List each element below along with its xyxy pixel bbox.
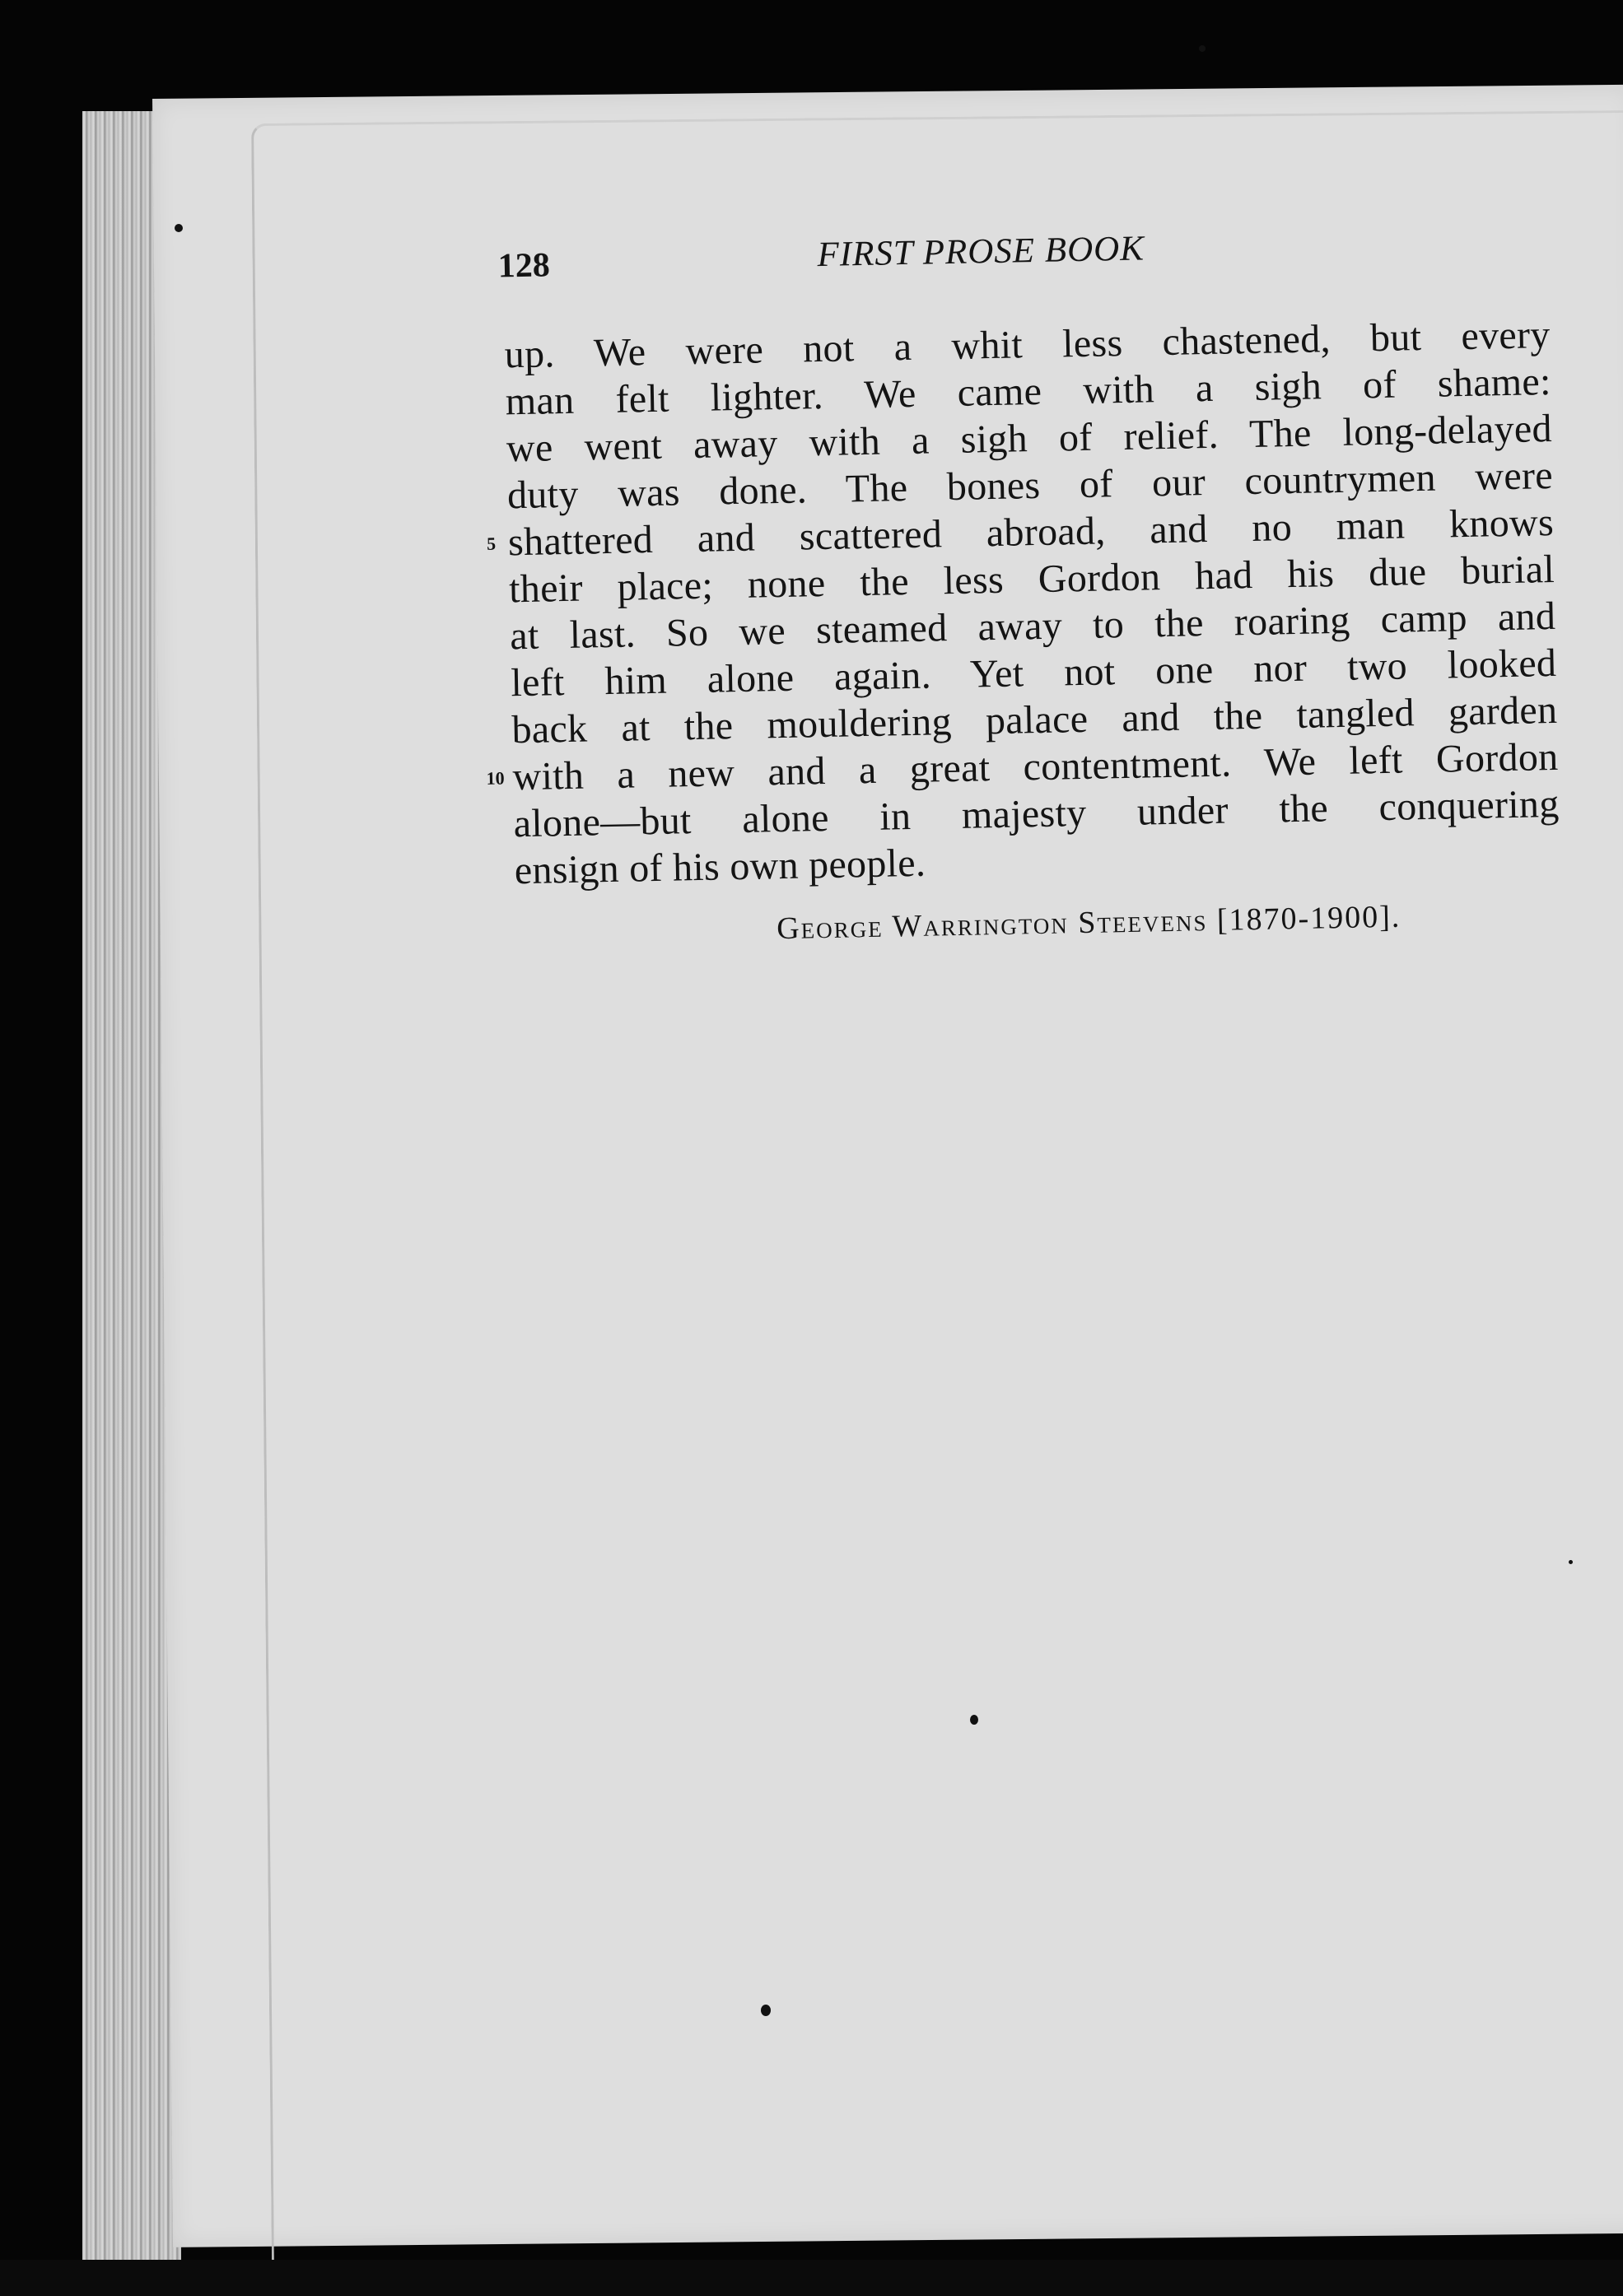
body-line: left him alone again. Yet not one nor two looked xyxy=(510,640,1557,706)
line-number-5: 5 xyxy=(486,533,497,554)
page-number: 128 xyxy=(497,246,551,286)
body-line: back at the mouldering palace and the tangled garden xyxy=(511,687,1558,752)
body-line: their place; none the less Gordon had his due burial xyxy=(508,547,1555,612)
line-number-10: 10 xyxy=(486,767,505,789)
body-line: with a new and a great contentment. We left Gordon xyxy=(512,734,1559,799)
body-line: ensign of his own people. xyxy=(514,841,926,893)
body-line: duty was done. The bones of our countrymen were xyxy=(506,453,1554,518)
running-title: FIRST PROSE BOOK xyxy=(817,229,1145,275)
body-line: we went away with a sigh of relief. The long-delayed xyxy=(506,406,1553,471)
body-line: up. We were not a whit less chastened, but every xyxy=(504,313,1551,377)
body-line: shattered and scattered abroad, and no man knows xyxy=(507,500,1555,565)
author-attribution: George Warrington Steevens [1870-1900]. xyxy=(776,899,1401,947)
body-line: at last. So we steamed away to the roaring camp and xyxy=(509,594,1556,659)
body-line: alone—but alone in majesty under the conquering xyxy=(513,781,1560,846)
body-line: man felt lighter. We came with a sigh of shame: xyxy=(505,359,1552,424)
